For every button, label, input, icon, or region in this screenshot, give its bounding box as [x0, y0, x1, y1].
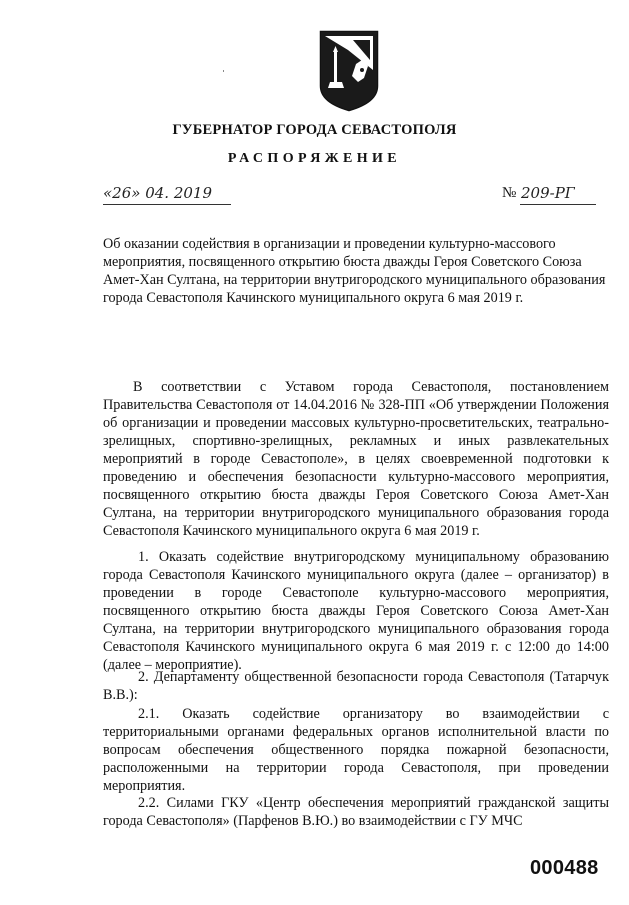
form-serial-number: 000488	[530, 857, 599, 879]
issuing-authority: ГУБЕРНАТОР ГОРОДА СЕВАСТОПОЛЯ	[172, 122, 457, 138]
coat-of-arms-icon	[318, 30, 380, 112]
preamble-paragraph: В соответствии с Уставом города Севастополя, постановлением Правительства Севастополя от 14.04.2016 № 328-ПП «Об утверждении Положения об организации и проведении массовых культурно-просветительских, театрально-зрелищных, спортивно-зрелищных, рекламных и иных развлекательных мероприятий в городе Севастополе», в целях своевременной подготовки к проведению и обеспечения безопасности культурно-массового мероприятия, посвященного открытию бюста дважды Героя Советского Союза Амет-Хан Султана, на территории внутригородского муниципального образования города Севастополя Качинского муниципального округа 6 мая 2019 г.	[103, 379, 609, 539]
clause-2-2: 2.2. Силами ГКУ «Центр обеспечения мероприятий гражданской защиты города Севастополя» (Парфенов В.Ю.) во взаимодействии с ГУ МЧС	[103, 795, 609, 829]
document-date: «26» 04. 2019	[103, 184, 213, 202]
document-number: 209-РГ	[521, 184, 575, 202]
document-type-title: РАСПОРЯЖЕНИЕ	[227, 151, 402, 166]
clause-1: 1. Оказать содействие внутригородскому муниципальному образованию города Севастополя Качинского муниципального округа (далее – организатор) в проведении в городе Севастополе культурно-массового мероприятия, посвященного открытию бюста дважды Героя Советского Союза Амет-Хан Султана, на территории внутригородского муниципального образования города Севастополя Качинского муниципального округа 6 мая 2019 г. с 12:00 до 14:00 (далее – мероприятие).	[103, 549, 609, 673]
scan-speck	[223, 70, 224, 72]
number-underline	[520, 204, 596, 205]
document-subject: Об оказании содействия в организации и проведении культурно-массового мероприятия, посвященного открытию бюста дважды Героя Советского Союза Амет-Хан Султана, на территории внутригородского муниципального образования города Севастополя Качинского муниципального округа 6 мая 2019 г.	[103, 236, 606, 306]
clause-2: 2. Департаменту общественной безопасности города Севастополя (Татарчук В.В.):	[103, 669, 609, 703]
date-underline	[103, 204, 231, 205]
number-label: №	[502, 185, 517, 201]
clause-2-1: 2.1. Оказать содействие организатору во взаимодействии с территориальными органами федеральных органов исполнительной власти по вопросам обеспечения общественного порядка пожарной безопасности, расположенными на территории города Севастополя, при проведении мероприятия.	[103, 706, 609, 794]
